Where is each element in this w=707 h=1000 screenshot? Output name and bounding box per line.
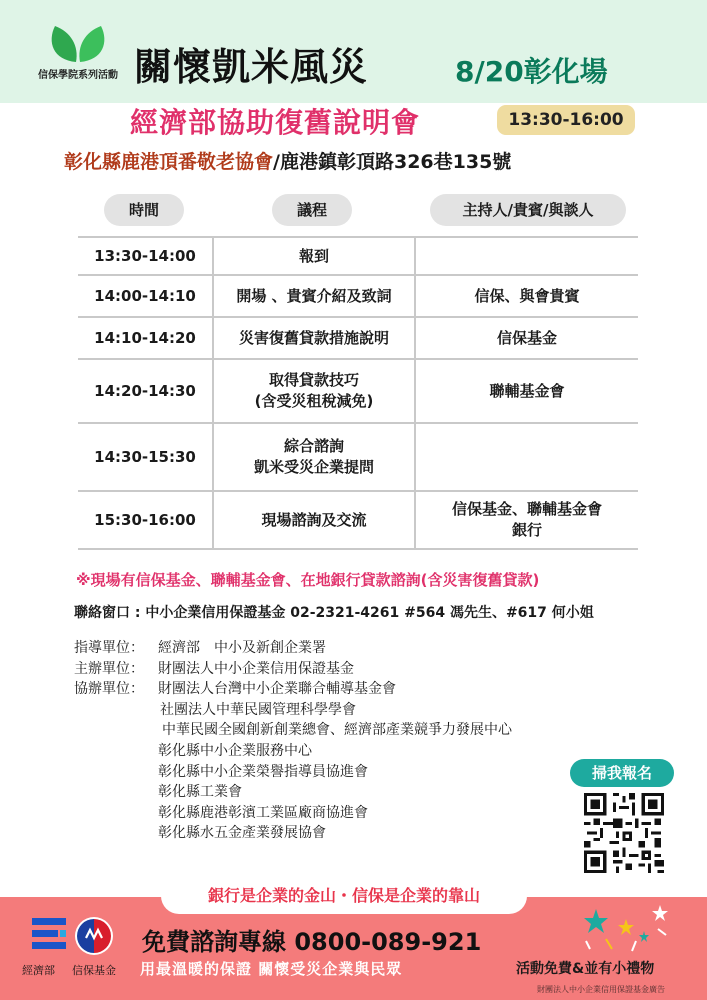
row-time: 14:00-14:10 xyxy=(94,286,196,305)
notice-text: ※現場有信保基金、聯輔基金會、在地銀行貸款諮詢(含災害復舊貸款) xyxy=(76,571,540,589)
sme-logo-icon xyxy=(74,916,114,956)
row-agenda: 綜合諮詢 凱米受災企業提問 xyxy=(212,424,416,490)
table-row xyxy=(78,492,638,550)
slogan: 銀行是企業的金山・信保是企業的靠山 xyxy=(161,878,527,914)
guide-label: 指導單位： xyxy=(74,640,144,656)
host-value: 財團法人中小企業信用保證基金 xyxy=(158,660,354,677)
row-time: 14:20-14:30 xyxy=(94,381,196,400)
row-host xyxy=(416,238,638,274)
row-agenda: 開場 、貴賓介紹及致詞 xyxy=(212,276,416,316)
co-value: 中華民國全國創新創業總會、經濟部產業競爭力發展中心 xyxy=(162,722,512,739)
hotline: 免費諮詢專線 0800-089-921 xyxy=(142,928,482,956)
guide-value: 經濟部 中小及新創企業署 xyxy=(158,640,326,656)
footer-note: 財團法人中小企業信用保證基金廣告 xyxy=(537,985,665,994)
sub-title: 經濟部協助復舊說明會 xyxy=(130,106,421,139)
leaf-logo-icon xyxy=(43,22,113,64)
qr-code-icon[interactable] xyxy=(584,793,664,873)
venue-title: 8/20彰化場 xyxy=(455,55,608,88)
column-header-agenda: 議程 xyxy=(272,194,352,226)
host-label: 主辦單位： xyxy=(74,660,144,677)
row-agenda: 災害復舊貸款措施說明 xyxy=(212,318,416,358)
row-time: 14:30-15:30 xyxy=(94,447,196,466)
contact-text: 聯絡窗口 : 中小企業信用保證基金 02-2321-4261 #564 馮先生、#617 何小姐 xyxy=(74,605,594,621)
row-time: 14:10-14:20 xyxy=(94,328,196,347)
tagline: 用最溫暖的保證 關懷受災企業與民眾 xyxy=(140,960,403,978)
row-host: 信保基金、聯輔基金會 銀行 xyxy=(451,500,602,539)
co-unit xyxy=(74,679,512,700)
row-agenda: 現場諮詢及交流 xyxy=(212,492,416,548)
row-time: 15:30-16:00 xyxy=(94,510,196,529)
gift-text: 活動免費&並有小禮物 xyxy=(516,961,655,977)
guide-unit xyxy=(74,638,512,659)
main-title: 關懷凱米風災 xyxy=(134,45,369,89)
co-value: 彰化縣水五金產業發展協會 xyxy=(158,825,326,842)
co-value: 社團法人中華民國管理科學學會 xyxy=(160,701,356,718)
row-host: 聯輔基金會 xyxy=(489,381,565,400)
stars-icon xyxy=(580,905,675,960)
location-name: 彰化縣鹿港頂番敬老協會 xyxy=(64,151,274,173)
sme-label: 信保基金 xyxy=(72,964,116,977)
org-label: 信保學院系列活動 xyxy=(38,70,118,81)
row-host: 信保基金 xyxy=(496,328,557,347)
location-separator: / xyxy=(273,151,280,173)
organizer-units xyxy=(74,638,512,844)
location-address: 鹿港鎮彰頂路326巷135號 xyxy=(279,151,512,173)
co-value: 彰化縣中小企業服務中心 xyxy=(158,742,312,759)
co-value: 彰化縣鹿港彰濱工業區廠商協進會 xyxy=(158,804,368,821)
table-row xyxy=(78,276,638,318)
co-value: 財團法人台灣中小企業聯合輔導基金會 xyxy=(158,681,396,698)
table-row xyxy=(78,360,638,424)
row-host: 信保、與會貴賓 xyxy=(474,286,580,305)
moea-label: 經濟部 xyxy=(22,964,55,977)
row-agenda: 取得貸款技巧 (含受災租稅減免) xyxy=(212,360,416,422)
register-badge[interactable]: 掃我報名 xyxy=(570,759,674,787)
host-unit xyxy=(74,659,512,680)
co-label: 協辦單位： xyxy=(74,681,144,698)
table-row xyxy=(78,318,638,360)
org-logo xyxy=(28,22,128,81)
agenda-table xyxy=(78,236,638,550)
row-time: 13:30-14:00 xyxy=(94,246,196,265)
row-host xyxy=(416,424,638,490)
location xyxy=(64,147,511,174)
table-row xyxy=(78,424,638,492)
co-value: 彰化縣工業會 xyxy=(158,784,242,801)
time-badge: 13:30-16:00 xyxy=(497,105,635,135)
table-row xyxy=(78,236,638,276)
column-header-host: 主持人/貴賓/與談人 xyxy=(430,194,626,226)
column-header-time: 時間 xyxy=(104,194,184,226)
co-value: 彰化縣中小企業榮譽指導員協進會 xyxy=(158,763,368,780)
row-agenda: 報到 xyxy=(212,238,416,274)
moea-logo-icon xyxy=(32,916,66,952)
